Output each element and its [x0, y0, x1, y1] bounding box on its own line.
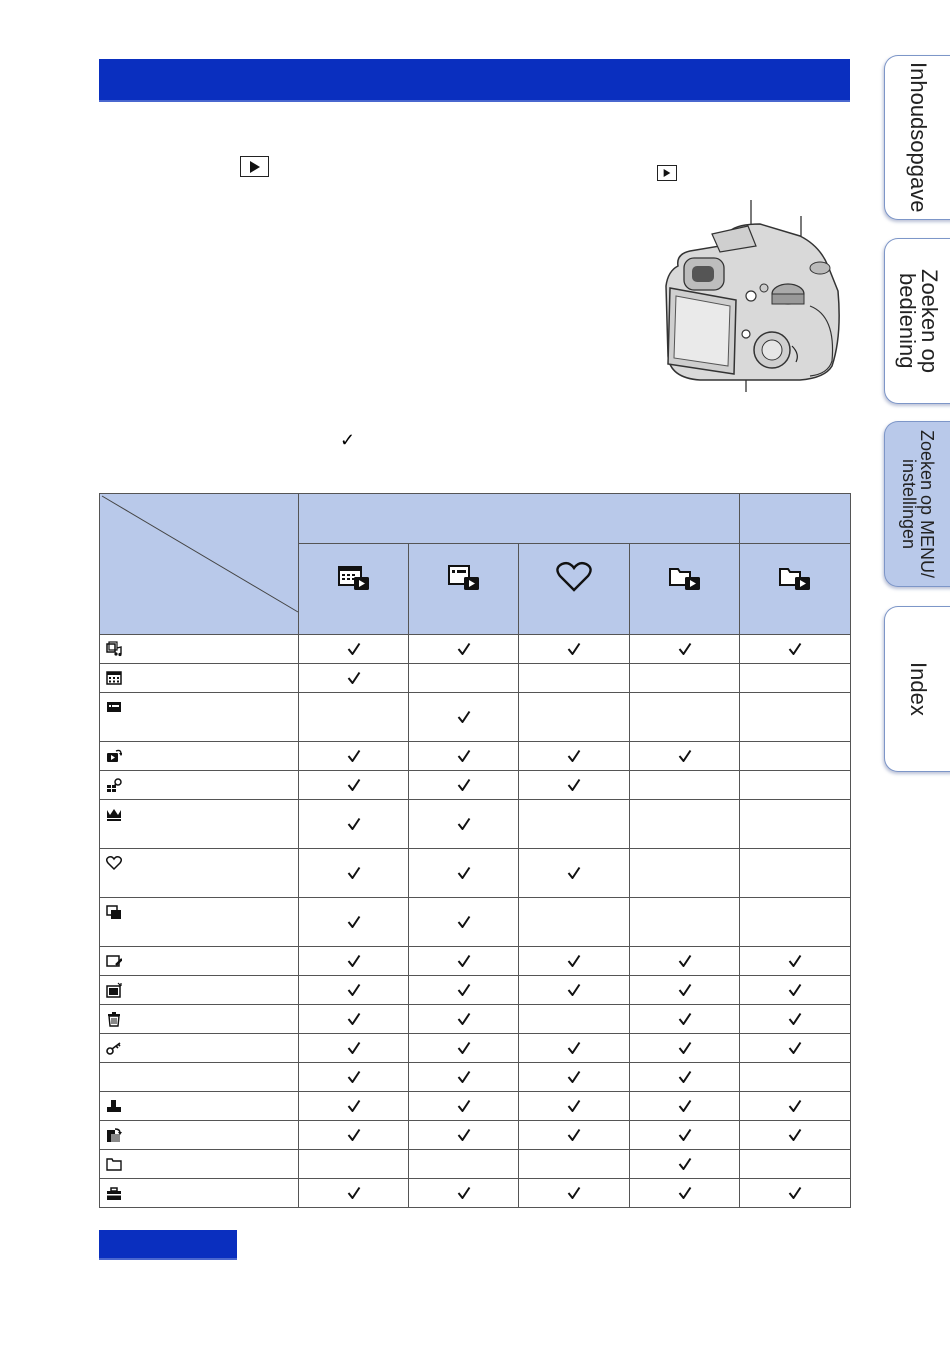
check-cell [519, 947, 630, 976]
check-mark-icon [678, 1099, 692, 1113]
view-mode-icon [106, 748, 122, 764]
check-cell [299, 947, 409, 976]
check-cell [409, 1092, 519, 1121]
check-mark-icon [347, 1041, 361, 1055]
check-mark-icon [457, 915, 471, 929]
check-mark-icon [567, 778, 581, 792]
check-mark-icon [347, 749, 361, 763]
check-cell [299, 1034, 409, 1063]
check-mark-icon [678, 1186, 692, 1200]
check-cell [630, 849, 740, 898]
check-cell [740, 849, 851, 898]
notes-header-bar [99, 1230, 237, 1258]
table-row [100, 898, 851, 947]
check-cell [299, 693, 409, 742]
check-cell [630, 742, 740, 771]
check-cell [740, 976, 851, 1005]
check-cell [740, 800, 851, 849]
retouch-icon [106, 953, 122, 969]
check-mark-icon [567, 1041, 581, 1055]
table-row [100, 635, 851, 664]
row-label-cell [100, 898, 299, 947]
check-mark-icon [457, 983, 471, 997]
check-mark-icon [567, 642, 581, 656]
corner-header-cell [100, 494, 299, 635]
check-cell [409, 976, 519, 1005]
check-cell [299, 898, 409, 947]
check-mark-icon [788, 983, 802, 997]
table-row [100, 1121, 851, 1150]
check-cell [740, 1179, 851, 1208]
camera-illustration [660, 196, 850, 396]
filter-search-icon [106, 777, 122, 793]
event-view-icon [447, 563, 481, 593]
playback-button-icon-small [657, 165, 677, 181]
check-cell [740, 1150, 851, 1179]
check-mark-icon [567, 1186, 581, 1200]
check-cell [630, 1034, 740, 1063]
check-cell [630, 664, 740, 693]
date-view-icon [337, 563, 371, 593]
check-cell [299, 1179, 409, 1208]
check-mark-icon [347, 915, 361, 929]
check-mark-icon [347, 642, 361, 656]
check-mark-icon [678, 642, 692, 656]
check-mark-icon [567, 1099, 581, 1113]
playback-button-icon [240, 156, 269, 177]
check-cell [519, 1005, 630, 1034]
check-mark-icon [788, 954, 802, 968]
row-label-cell [100, 742, 299, 771]
check-mark-icon [678, 749, 692, 763]
3d-tv-icon [106, 982, 122, 998]
check-mark-icon [457, 1070, 471, 1084]
check-cell [519, 1092, 630, 1121]
check-mark-icon [347, 954, 361, 968]
check-mark-icon [788, 1186, 802, 1200]
table-row [100, 800, 851, 849]
check-cell [740, 664, 851, 693]
check-mark-icon [567, 983, 581, 997]
check-cell [409, 1063, 519, 1092]
check-mark-icon [347, 817, 361, 831]
section-header-bar [99, 59, 850, 100]
tab-inhoudsopgave[interactable] [884, 55, 950, 220]
check-mark-icon [567, 1070, 581, 1084]
calendar-icon [106, 670, 122, 686]
check-mark-icon [457, 1041, 471, 1055]
check-mark-icon [347, 1186, 361, 1200]
table-row [100, 1092, 851, 1121]
folder-group-header [740, 494, 851, 544]
row-label-cell [100, 849, 299, 898]
row-label-cell [100, 664, 299, 693]
check-cell [409, 849, 519, 898]
check-mark-icon [347, 1070, 361, 1084]
row-label-cell [100, 771, 299, 800]
check-mark-icon [457, 710, 471, 724]
check-cell [409, 742, 519, 771]
check-mark-glyph: ✓ [340, 430, 356, 450]
check-cell [519, 635, 630, 664]
check-mark-icon [678, 983, 692, 997]
row-label-cell [100, 947, 299, 976]
check-cell [630, 898, 740, 947]
col-event-view [409, 544, 519, 635]
check-cell [630, 635, 740, 664]
check-cell [519, 800, 630, 849]
folder-view-icon [668, 563, 702, 593]
table-row [100, 1063, 851, 1092]
table-row [100, 742, 851, 771]
view-mode-group-header [299, 494, 740, 544]
check-mark-icon [678, 1157, 692, 1171]
check-cell [740, 693, 851, 742]
check-cell [409, 1121, 519, 1150]
check-mark-icon [457, 1012, 471, 1026]
check-mark-icon [457, 642, 471, 656]
check-cell [630, 947, 740, 976]
trash-delete-icon [106, 1011, 122, 1027]
table-row [100, 693, 851, 742]
table-row [100, 664, 851, 693]
check-cell [409, 1150, 519, 1179]
row-label-cell [100, 976, 299, 1005]
check-cell [519, 849, 630, 898]
row-label-cell [100, 1150, 299, 1179]
check-mark-icon [347, 1012, 361, 1026]
row-label-cell [100, 1063, 299, 1092]
check-cell [630, 1121, 740, 1150]
check-cell [519, 1034, 630, 1063]
check-mark-icon [347, 983, 361, 997]
check-mark-legend [340, 430, 355, 451]
tab-label: Index [906, 662, 931, 716]
check-cell [519, 1121, 630, 1150]
check-cell [630, 1063, 740, 1092]
col-date-view [299, 544, 409, 635]
slideshow-music-icon [106, 641, 122, 657]
check-cell [519, 1063, 630, 1092]
check-cell [740, 1005, 851, 1034]
check-mark-icon [678, 1070, 692, 1084]
tab-zoeken-op-menu-instellingen[interactable] [884, 421, 950, 587]
col-favorites [519, 544, 630, 635]
check-cell [299, 635, 409, 664]
check-mark-icon [457, 778, 471, 792]
check-cell [630, 976, 740, 1005]
check-mark-icon [567, 954, 581, 968]
col-folder-view-still [630, 544, 740, 635]
row-label-cell [100, 800, 299, 849]
burst-group-icon [106, 904, 122, 920]
check-mark-icon [457, 749, 471, 763]
check-mark-icon [347, 1099, 361, 1113]
check-cell [299, 1150, 409, 1179]
check-cell [519, 664, 630, 693]
check-mark-icon [788, 1012, 802, 1026]
check-cell [740, 1063, 851, 1092]
select-folder-icon [106, 1156, 122, 1172]
check-cell [299, 800, 409, 849]
row-label-cell [100, 1034, 299, 1063]
check-mark-icon [788, 642, 802, 656]
check-cell [519, 742, 630, 771]
diagonal-divider [100, 494, 299, 634]
compatibility-table [99, 493, 851, 1208]
check-mark-icon [678, 1041, 692, 1055]
table-row [100, 1005, 851, 1034]
table-row [100, 947, 851, 976]
check-mark-icon [347, 778, 361, 792]
check-cell [630, 1092, 740, 1121]
toolbox-settings-icon [106, 1185, 122, 1201]
check-mark-icon [347, 671, 361, 685]
check-cell [299, 664, 409, 693]
check-cell [299, 1063, 409, 1092]
table-row [100, 1150, 851, 1179]
check-cell [409, 693, 519, 742]
check-cell [519, 1179, 630, 1208]
table-row [100, 771, 851, 800]
check-cell [740, 1034, 851, 1063]
check-cell [630, 1179, 740, 1208]
check-cell [740, 898, 851, 947]
check-mark-icon [678, 1012, 692, 1026]
check-cell [519, 898, 630, 947]
check-cell [409, 635, 519, 664]
check-cell [630, 1150, 740, 1179]
check-mark-icon [457, 1099, 471, 1113]
row-label-cell [100, 635, 299, 664]
check-cell [740, 1121, 851, 1150]
check-cell [409, 771, 519, 800]
check-cell [519, 976, 630, 1005]
row-label-cell [100, 1179, 299, 1208]
crown-highlight-icon [106, 806, 122, 822]
table-row [100, 849, 851, 898]
check-cell [409, 1179, 519, 1208]
check-mark-icon [788, 1128, 802, 1142]
heart-favorite-icon [106, 855, 122, 871]
check-mark-icon [678, 954, 692, 968]
row-label-cell [100, 693, 299, 742]
row-label-cell [100, 1121, 299, 1150]
col-folder-view-movie [740, 544, 851, 635]
tab-index[interactable] [884, 606, 950, 772]
tab-label: Inhoudsopgave [906, 62, 931, 213]
check-mark-icon [347, 1128, 361, 1142]
check-cell [740, 742, 851, 771]
check-mark-icon [457, 954, 471, 968]
check-cell [630, 693, 740, 742]
row-label-cell [100, 1005, 299, 1034]
check-cell [409, 1034, 519, 1063]
table-body [100, 635, 851, 1208]
print-dpof-icon [106, 1098, 122, 1114]
table-row [100, 976, 851, 1005]
check-cell [409, 1005, 519, 1034]
check-mark-icon [457, 1128, 471, 1142]
tab-zoeken-op-bediening[interactable] [884, 238, 950, 404]
check-cell [409, 947, 519, 976]
protect-key-icon [106, 1040, 122, 1056]
check-cell [299, 849, 409, 898]
check-mark-icon [567, 1128, 581, 1142]
check-cell [299, 1121, 409, 1150]
check-cell [519, 771, 630, 800]
check-cell [740, 1092, 851, 1121]
check-cell [519, 693, 630, 742]
check-cell [740, 635, 851, 664]
check-cell [630, 1005, 740, 1034]
tab-label: Zoeken op bediening [895, 269, 942, 373]
check-mark-icon [457, 817, 471, 831]
table-row [100, 1034, 851, 1063]
check-cell [299, 976, 409, 1005]
check-cell [299, 771, 409, 800]
check-cell [630, 771, 740, 800]
check-mark-icon [567, 749, 581, 763]
check-cell [519, 1150, 630, 1179]
rotate-icon [106, 1127, 122, 1143]
check-cell [299, 742, 409, 771]
check-mark-icon [678, 1128, 692, 1142]
check-mark-icon [457, 1186, 471, 1200]
check-cell [630, 800, 740, 849]
tab-label: Zoeken op MENU/ instellingen [899, 429, 937, 579]
check-cell [409, 664, 519, 693]
check-mark-icon [347, 866, 361, 880]
check-mark-icon [788, 1041, 802, 1055]
event-list-icon [106, 699, 122, 715]
check-cell [299, 1005, 409, 1034]
check-cell [409, 800, 519, 849]
check-cell [740, 771, 851, 800]
check-mark-icon [788, 1099, 802, 1113]
check-mark-icon [457, 866, 471, 880]
check-mark-icon [567, 866, 581, 880]
check-cell [740, 947, 851, 976]
row-label-cell [100, 1092, 299, 1121]
favorites-heart-icon [556, 561, 592, 593]
table-row [100, 1179, 851, 1208]
check-cell [299, 1092, 409, 1121]
folder-view-icon [778, 563, 812, 593]
check-cell [409, 898, 519, 947]
